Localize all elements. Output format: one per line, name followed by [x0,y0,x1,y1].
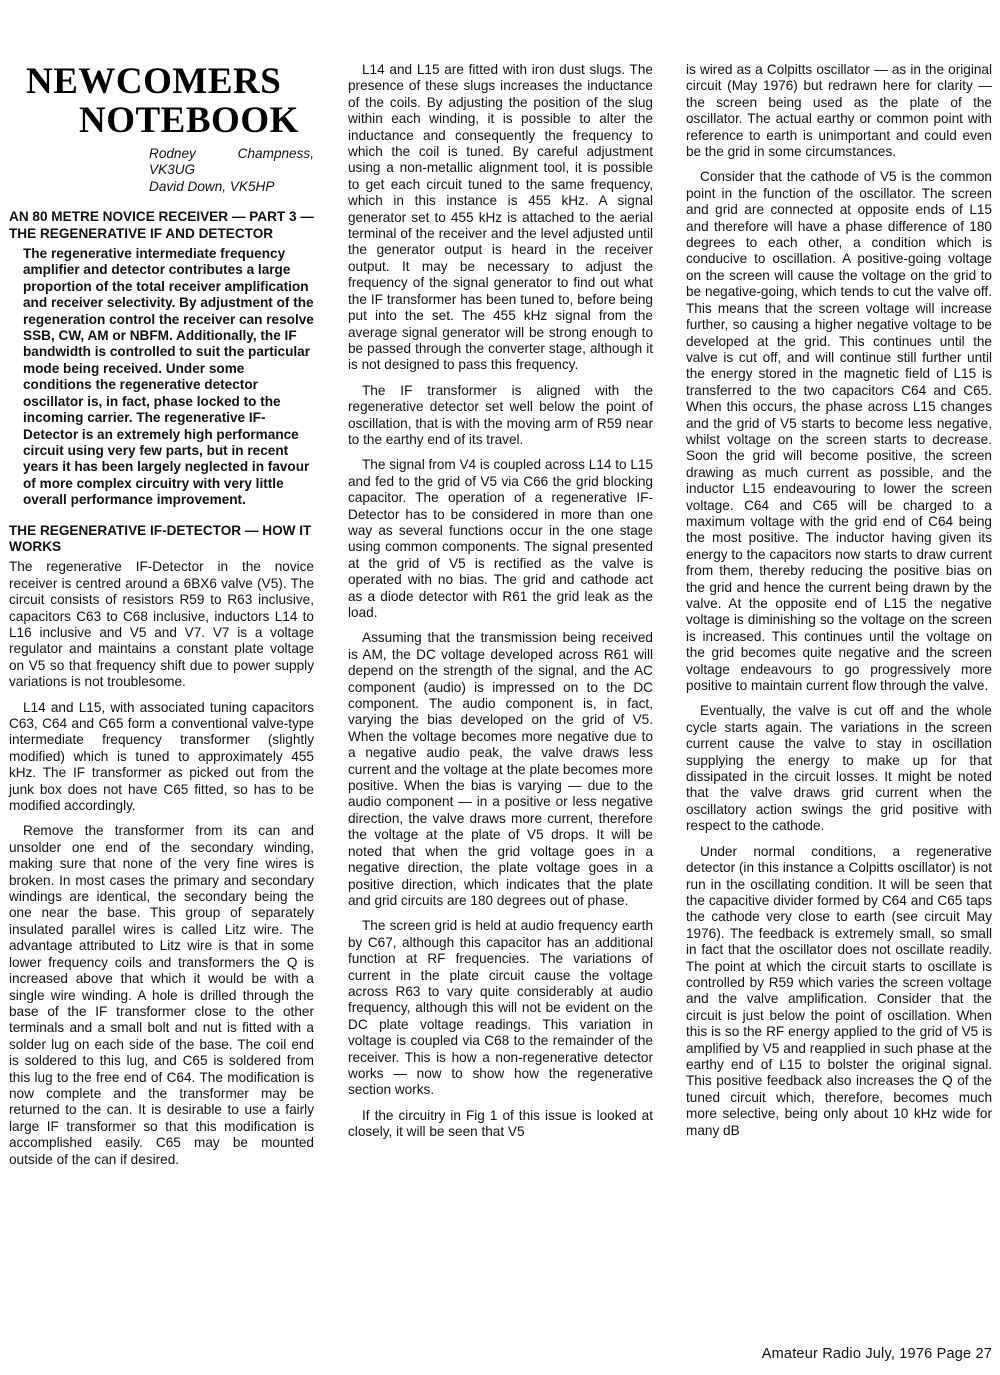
author-2: David Down, VK5HP [149,178,275,194]
column-1 [9,62,314,1177]
paragraph: The IF transformer is aligned with the regenerative detector set well below the point of oscillation, that is with the moving arm of R59 near to the earthy end of its travel. [348,382,653,447]
paragraph: Under normal conditions, a regenerative detector (in this instance a Colpitts oscillator) is not run in the oscillating condition. It will be seen that the capacitive divider formed by C64 and C65 taps the cathode very close to earth (see circuit May 1976). The feedback is extremely small, so small in fact that the oscillator does not oscillate readily. The point at which the circuit starts to oscillate is controlled by R59 which varies the screen voltage and the valve amplification. Consider that the circuit is just below the point of oscillation. When this is so the RF energy applied to the grid of V5 is amplified by V5 and reapplied in such phase at the earthy end of L15 to bolster the original signal. This positive feedback also increases the Q of the tuned circuit which, therefore, becomes much more selective, being only about 10 kHz wide for many dB [686,843,992,1138]
paragraph: Eventually, the valve is cut off and the whole cycle starts again. The variations in the screen current cause the valve to stay in oscillation supplying the energy to make up for that dissipated in the circuit losses. It might be noted that the valve draws grid current when the oscillatory action swings the grid positive with respect to the cathode. [686,703,992,834]
column-2 [348,62,653,1150]
paragraph: The regenerative IF-Detector in the novice receiver is centred around a 6BX6 valve (V5). The circuit consists of resistors R59 to R63 inclusive, capacitors C63 to C68 inclusive, inductors L14 to L16 inclusive and V5 and V7. V7 is a voltage regulator and maintains a constant plate voltage on V5 so that frequency shift due to power supply variations is not troublesome. [9,559,314,690]
page-footer: Amateur Radio July, 1976 Page 27 [761,1346,992,1362]
masthead-line-1: NEWCOMERS [26,61,282,102]
paragraph: The screen grid is held at audio frequency earth by C67, although this capacitor has an additional function at RF frequencies. The variations of current in the plate circuit cause the voltage across R63 to vary quite considerably at audio frequency, although this will not be evident on the DC plate voltage readings. This variation in voltage is coupled via C68 to the remainder of the receiver. This is how a non-regenerative detector works — now to show how the regenerative section works. [348,918,653,1098]
article-headline: AN 80 METRE NOVICE RECEIVER — PART 3 — THE REGENERATIVE IF AND DETECTOR [9,209,314,241]
paragraph: If the circuitry in Fig 1 of this issue is looked at closely, it will be seen that V5 [348,1107,653,1140]
paragraph: The signal from V4 is coupled across L14 to L15 and fed to the grid of V5 via C66 the grid blocking capacitor. The operation of a regenerative IF-Detector has to be considered in more than one way as several functions occur in the one stage using common components. The signal presented at the grid of V5 is rectified as the valve is operated with no bias. The grid and cathode act as a diode detector with R61 the grid leak as the load. [348,457,653,620]
paragraph: Remove the transformer from its can and unsolder one end of the secondary winding, making sure that none of the very fine wires is broken. In most cases the primary and secondary windings are identical, the secondary being the one near the base. This group of separately insulated parallel wires is called Litz wire. The advantage attributed to Litz wire is that in some lower frequency coils and transformers the Q is increased above that which it would be with a single wire winding. A hole is drilled through the base of the IF transformer close to the other terminals and a small bolt and nut is fitted with a solder lug on each side of the base. The coil end is soldered to this lug, and C65 is soldered from this lug to the free end of C64. The modification is now complete and the transformer may be returned to the can. It is desirable to use a fairly large IF transformer so that this modification is accomplished easily. C65 may be mounted outside of the can if desired. [9,823,314,1167]
column-3 [686,62,992,1148]
author-1: Rodney Champness, VK3UG [149,146,314,178]
masthead-line-2: NOTEBOOK [79,100,299,141]
paragraph: is wired as a Colpitts oscillator — as in the original circuit (May 1976) but redrawn here for clarity — the screen being used as the plate of the oscillator. The actual earthy or common point with reference to earth is unimportant and could even be the grid in some circumstances. [686,62,992,160]
paragraph: Consider that the cathode of V5 is the common point in the function of the oscillator. The screen and grid are connected at opposite ends of L15 and therefore will have a phase difference of 180 degrees to each other, a condition which is conducive to oscillation. A positive-going voltage on the screen will cause the voltage on the grid to be negative-going, which tends to cut the valve off. This means that the screen voltage will increase further, so causing a higher negative voltage to be developed at the grid. This continues until the valve is cut off, and will continue still further until the energy stored in the magnetic field of L15 is transferred to the two capacitors C64 and C65. When this occurs, the phase across L15 changes and the grid of V5 starts to become less negative, whilst voltage on the screen starts to decrease. Soon the grid will become positive, the screen drawing as much current as possible, and the inductor L15 endeavouring to lower the screen voltage. C64 and C65 will be charged to a maximum voltage with the grid end of C64 being the most positive. The inductor having given its energy to the capacitors now starts to draw current from them, thereby reducing the positive bias on the grid and hence the current being drawn by the valve. At the opposite end of L15 the negative voltage is diminishing so the voltage on the screen is increased. This continues until the voltage on the grid becomes quite negative and the screen voltage endeavours to go progressively more positive to maintain current flow through the valve. [686,169,992,694]
authors [9,146,314,195]
paragraph: Assuming that the transmission being received is AM, the DC voltage developed across R61 will depend on the strength of the signal, and the AC component (audio) is impressed on to the DC component. The audio component is, in fact, varying the bias developed on the grid of V5. When the voltage becomes more negative due to a negative audio peak, the valve draws less current and the voltage at the plate becomes more positive. When the bias is varying — due to the audio component — in a positive or less negative direction, the valve draws more current, therefore the voltage at the plate of V5 drops. It will be noted that when the grid voltage goes in a negative direction, the plate voltage goes in a positive direction, which indicates that the plate and grid circuits are 180 degrees out of phase. [348,630,653,908]
section-subheading: THE REGENERATIVE IF-DETECTOR — HOW IT WORKS [9,522,312,554]
paragraph: L14 and L15, with associated tuning capacitors C63, C64 and C65 form a conventional valve-type intermediate frequency transformer (slightly modified) which is tuned to approximately 455 kHz. The IF transformer as picked out from the junk box does not have C65 fitted, so has to be modified accordingly. [9,699,314,814]
paragraph: L14 and L15 are fitted with iron dust slugs. The presence of these slugs increases the inductance of the coils. By adjusting the position of the slug within each winding, it is possible to alter the inductance and consequently the frequency to which the coil is tuned. By careful adjustment using a non-metallic alignment tool, it is possible to get each circuit tuned to the same frequency, which in this instance is 455 kHz. A signal generator set to 455 kHz is attached to the aerial terminal of the receiver and the level adjusted until the generator output is heard in the receiver output. It may be necessary to adjust the frequency of the signal generator to find out what the IF transformer has been tuned to, before being put into the set. The 455 kHz signal from the average signal generator will be strong enough to be passed through the converter stage, although it is not designed to pass this frequency. [348,62,653,373]
intro-paragraph: The regenerative intermediate frequency amplifier and detector contributes a large proportion of the total receiver amplification and receiver selectivity. By adjustment of the regeneration control the receiver can resolve SSB, CW, AM or NBFM. Additionally, the IF bandwidth is controlled to suit the particular mode being received. Under some conditions the regenerative detector oscillator is, in fact, phase locked to the incoming carrier. The regenerative IF-Detector is an extremely high performance circuit using very few parts, but in recent years it has been largely neglected in favour of more complex circuitry with very little overall performance improvement. [23,246,314,508]
